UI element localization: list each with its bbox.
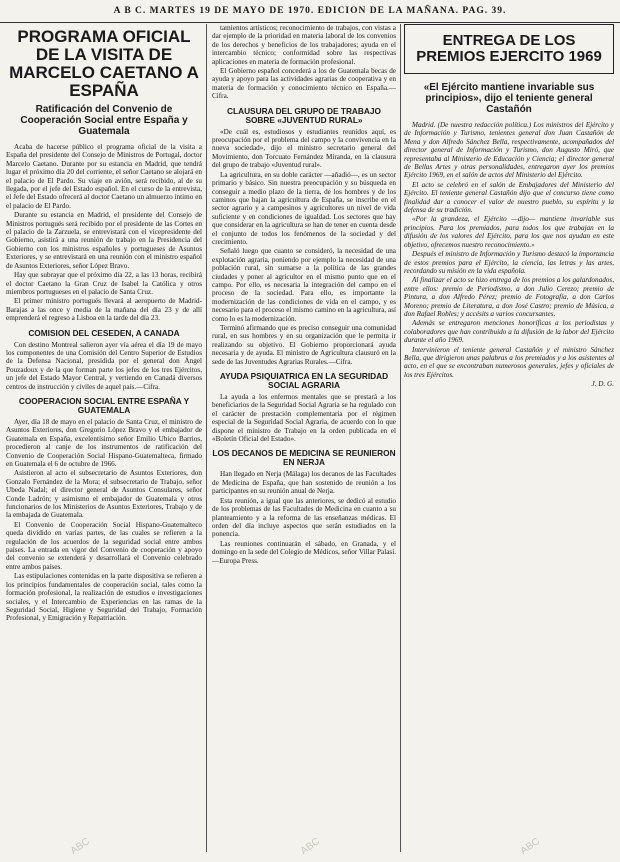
paragraph: Madrid. (De nuestra redacción política.) Los ministros del Ejército y de Información y Turismo, tenientes general don Juan Castañón de Mena y don Alfredo Sánchez Bella, respectivamente, acompañados del director general de Información y Turismo, don Augusto Miró, que representaba al Ministerio de Educación y Ciencia; el director general de Bellas Artes y otras personalidades, entregaron ayer los premios Ejército 1969, en el salón de actos del Ministerio del Ejército. — [404, 121, 614, 180]
subhead-juventud-rural: CLAUSURA DEL GRUPO DE TRABAJO SOBRE «JUVENTUD RURAL» — [227, 105, 381, 125]
paragraph: El Gobierno español concederá a los de Guatemala becas de ayuda y apoyo para las actividades agrarias de cooperativa y en materia de formación y conocimiento técnico en España.—Cifra. — [212, 67, 396, 101]
paragraph: Después el ministro de Información y Turismo destacó la importancia de estos premios para el Ejército, la ciencia, las letras y las artes, recordando su misión en la vida española. — [404, 250, 614, 275]
paragraph: tamientos artísticos; reconocimiento de trabajos, con vistas a dar ejemplo de la prioridad en materia laboral de los convenios de los derechos y beneficios de los trabajadores; ayuda en el intercambio técnico; conformidad sobre las respectivas aplicaciones en materia de formación profesional. — [212, 24, 396, 66]
subhead-ceseden: COMISION DEL CESEDEN, A CANADA — [28, 327, 180, 338]
article-deck-premios: «El Ejército mantiene invariable sus principios», dijo el teniente general Castañón — [423, 82, 595, 115]
column-divider — [206, 24, 207, 852]
column-2 — [212, 24, 396, 854]
article-deck-caetano: Ratificación del Convenio de Cooperación Social entre España y Guatemala — [20, 104, 188, 137]
paragraph: Al finalizar el acto se hizo entrega de los premios a los galardonados, entre ellos: premio de Periodismo, a don Julio Cerezo; premio de Pintura, a don Alfredo Pérez; premio de Fotografía, a don Carlos Moreno; premio de Literatura, a don José Castro; premio de Música, a don Rafael Robles; y accésits a varios concursantes. — [404, 276, 614, 318]
paragraph: «Por la grandeza, el Ejército —dijo— mantiene invariable sus principios. Para los premiados, para todos los que trabajan en la difusión de los valores del Ejército, para los que nos ayudan en este objetivo, ofrecemos nuestro reconocimiento.» — [404, 215, 614, 249]
column-divider — [400, 24, 401, 852]
paragraph: Las reuniones continuarán el sábado, en Granada, y el domingo en la sede del Colegio de Médicos, señor Villar Palasí.—Europa Press. — [212, 539, 396, 565]
paragraph: Con destino Montreal salieron ayer vía aérea el día 19 de mayo los componentes de una Comisión del Centro Superior de Estudios de la Defensa Nacional, presidida por el general don Ángel Pouzadoux y de la que forman parte los jefes de los tres Ejércitos, un jefe del Estado Mayor Central, y vertiendo en Canadá diversos centros de instrucción y civiles de aquel país.—Cifra. — [6, 340, 202, 391]
paragraph: Las estipulaciones contenidas en la parte dispositiva se refieren a los principios fundamentales de cooperación social, tales como la formación profesional, la realización de estudios e investigaciones sociales, y el Intercambio de Experiencias en las ramas de la Seguridad Social, Higiene y Seguridad del Trabajo, Formación Profesional, y Emigración y Repatriación. — [6, 572, 202, 623]
paragraph: Ayer, día 18 de mayo en el palacio de Santa Cruz, el ministro de Asuntos Exteriores, don Gregorio López Bravo y el embajador de Guatemala en España, excelentísimo señor Emilio Ubico Barrios, procedieron al canje de los instrumentos de ratificación del Convenio de Cooperación Social Hispano-Guatemalteca, firmado en Guatemala el 6 de octubre de 1966. — [6, 417, 202, 468]
paragraph: La ayuda a los enfermos mentales que se prestará a los beneficiarios de la Seguridad Social Agraria se ha regulado con el carácter de prestación complementaria por el régimen especial de la Seguridad Social Agraria, de acuerdo con lo que dispone el ministro de Trabajo en la orden publicada en el «Boletín Oficial del Estado». — [212, 393, 396, 444]
subhead-ayuda-psiquiatrica: AYUDA PSIQUIATRICA EN LA SEGURIDAD SOCIAL AGRARIA — [219, 371, 389, 391]
paragraph: La agricultura, en su doble carácter —añadió—, es un sector primario y básico. Sin nuestra preocupación y su búsqueda en conseguir a medio plazo de la tierra, de los hombres y de los caminos que bajan la agricultura de España, se inscribe en el sector agrario y a campesinos y agricultores un nivel de vida suficiente y en condiciones de igualdad. Los sectores que hay que considerar en la agricultura se han de tener en cuenta desde el conjunto de todos los fenómenos de la sociedad y del crecimiento. — [212, 170, 396, 246]
paragraph: Intervinieron el teniente general Castañón y el ministro Sánchez Bella, que dirigieron unas palabras a los premiados y a los asistentes al acto, en el que se encontraban numerosos generales, jefes y oficiales de los tres Ejércitos. — [404, 345, 614, 379]
paragraph: Acaba de hacerse público el programa oficial de la visita a España del presidente del Consejo de Ministros de Portugal, doctor Marcelo Caetano. Durante por su estancia en Madrid, que tendrá lugar el próximo día 20 del corriente, el señor Caetano se alojará en el palacio de El Pardo. Su viaje en avión, será recibido, al de su llegada, por el jefe del Estado español. En el curso de la entrevista, el Jefe del Estado ofrecerá al doctor Caetano un almuerzo íntimo en el palacio de El Pardo. — [6, 143, 202, 210]
paragraph: Esta reunión, a igual que las anteriores, se dedicó al estudio de los problemas de las Facultades de Medicina en cuanto a su planteamiento y a la reforma de las enseñanzas médicas. El orden del día incluye aspectos que serán estudiados en la ponencia. — [212, 496, 396, 539]
article-signature: J. D. G. — [591, 380, 614, 389]
paragraph: «De cuál es, estudiosos y estudiantes reunidos aquí, es preocupación por el problema del campo y la convivencia en la nueva sociedad», dijo el ministro secretario general del Movimiento, don Torcuato Fernández Miranda, en la clausura del grupo de trabajo «Juventud rural». — [212, 127, 396, 170]
paragraph: El acto se celebró en el salón de Embajadores del Ministerio del Ejército. El teniente general Castañón dijo que el concurso tiene como finalidad dar a conocer el valor de nuestro pueblo, su espíritu y la defensa de su tradición. — [404, 180, 614, 215]
paragraph: Asistieron al acto el subsecretario de Asuntos Exteriores, don Gonzalo Fernández de la Mora; el subsecretario de Trabajo, señor Ubeda Nadal; el director general de Asuntos Consulares, señor Conde Ladrón; y asimismo el embajador de Guatemala y otros funcionarios de los Ministerios de Asuntos Exteriores, Trabajo y de la embajada de Guatemala. — [6, 469, 202, 520]
paragraph: Además se entregaron menciones honoríficas a los periodistas y colaboradores que han contribuido a la difusión de la labor del Ejército durante el año 1969. — [404, 319, 614, 345]
paragraph: Han llegado en Nerja (Málaga) los decanos de las Facultades de Medicina de España, que han sostenido de reunión a los participantes en su reunión anual de Nerja. — [212, 470, 396, 496]
paragraph: Terminó afirmando que es preciso conseguir una comunidad rural, en sus hombres y en su organización que le permita ir realizando su objetivo. El Gobierno proporcionará ayuda necesaria y de ayuda. El ministro de Agricultura clausuró en la sede de las Juventudes Agrarias Rurales.—Cifra. — [212, 324, 396, 366]
article-title-caetano: PROGRAMA OFICIAL DE LA VISITA DE MARCELO CAETANO A ESPAÑA — [9, 27, 199, 100]
paragraph: El primer ministro portugués llevará al aeropuerto de Madrid-Barajas a las once y media de la mañana del día 23 y de allí emprenderá el regreso a Lisboa en la tarde del día 23. — [6, 297, 202, 323]
paragraph: Señaló luego que cuanto se consideró, la necesidad de una explotación agraria, poniendo por ejemplo la necesidad de una población rural, sin sumarse a la política de las grandes ciudades y poner al agricultor en el mismo punto que en el campo. Por ello, es necesaria la integración del campo en el proceso de la sociedad. Para ello, es importante la modernización de las condiciones de vida en el campo, y es necesario para el proceso el mismo camino en la agricultura, así como lo es la modernización. — [212, 247, 396, 323]
subhead-decanos-medicina: LOS DECANOS DE MEDICINA SE REUNIERON EN NERJA — [212, 448, 396, 468]
paragraph: Hay que subrayar que el próximo día 22, a las 13 horas, recibirá el doctor Caetano la Gran Cruz de Isabel la Católica y otros miembros portugueses en el palacio de Santa Cruz. — [6, 271, 202, 296]
paragraph: Durante su estancia en Madrid, el presidente del Consejo de Ministros portugués será recibido por el presidente de las Cortes en el palacio de la Zarzuela, se entrevistará con el vicepresidente del Gobierno, asistirá a una reunión de trabajo en la Presidencia del Gobierno con los ministros españoles y portugueses de Asuntos Exteriores, y se entrevistará en una reunión con el ministro español de Asuntos Exteriores, señor López Bravo. — [6, 211, 202, 270]
paragraph: El Convenio de Cooperación Social Hispano-Guatemalteco queda dividido en varias partes, de las cuales se refieren a la regulación de los acuerdos de la seguridad social entre ambos países. La entrada en vigor del Convenio de cooperación y apoyo del convenio se extenderá y desarrollará el Convenio celebrado entre ambos países. — [6, 520, 202, 571]
abc-watermark: ABC — [518, 836, 542, 857]
article-title-premios: ENTREGA DE LOS PREMIOS EJERCITO 1969 — [416, 32, 602, 65]
subhead-cooperacion: COOPERACION SOCIAL ENTRE ESPAÑA Y GUATEMALA — [18, 395, 190, 415]
page-header: A B C. MARTES 19 DE MAYO DE 1970. EDICION DE LA MAÑANA. PAG. 39. — [0, 0, 620, 23]
article-title-box — [404, 24, 614, 74]
column-1 — [6, 24, 202, 854]
abc-watermark: ABC — [68, 836, 92, 857]
column-3 — [404, 24, 614, 854]
abc-watermark: ABC — [298, 836, 322, 857]
